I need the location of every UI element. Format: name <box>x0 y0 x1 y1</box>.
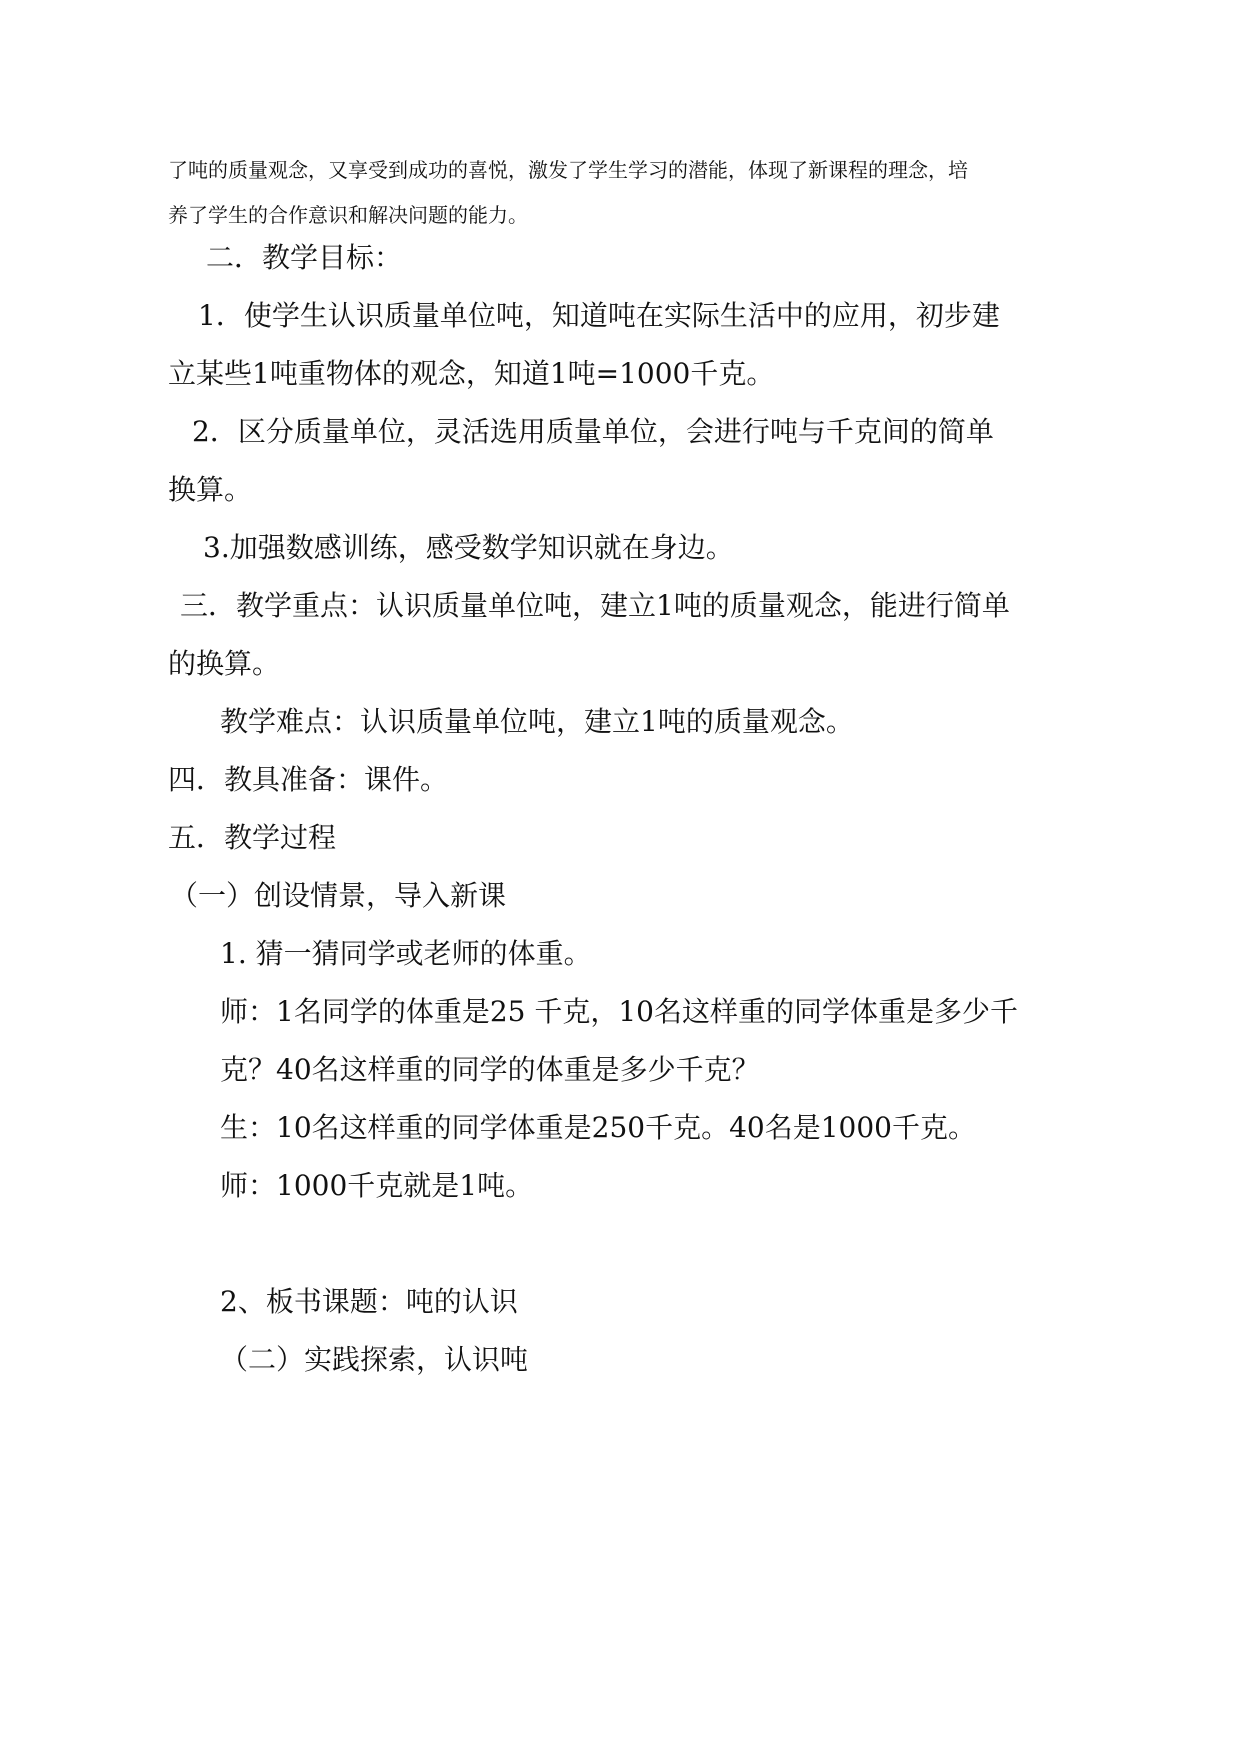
activity-2: 2、板书课题：吨的认识 <box>220 1285 518 1318</box>
teacher-conclusion: 师：1000千克就是1吨。 <box>220 1169 534 1202</box>
objective-2-line-2: 换算。 <box>168 473 253 506</box>
objective-1-line-2: 立某些1吨重物体的观念，知道1吨=1000千克。 <box>168 357 775 390</box>
teacher-question-line-2: 克？40名这样重的同学的体重是多少千克？ <box>220 1053 760 1086</box>
section-heading-process: 五．教学过程 <box>168 821 337 854</box>
section-heading-key-points-line-1: 三．教学重点：认识质量单位吨，建立1吨的质量观念，能进行简单 <box>180 589 1010 622</box>
objective-2-line-1: 2．区分质量单位，灵活选用质量单位，会进行吨与千克间的简单 <box>192 415 994 448</box>
difficult-points: 教学难点：认识质量单位吨，建立1吨的质量观念。 <box>220 705 854 738</box>
section-heading-materials: 四．教具准备：课件。 <box>168 763 449 796</box>
student-answer: 生：10名这样重的同学体重是250千克。40名是1000千克。 <box>220 1111 976 1144</box>
section-heading-objectives: 二．教学目标： <box>206 241 403 274</box>
subsection-heading-introduction: （一）创设情景，导入新课 <box>170 879 507 912</box>
intro-line-1: 了吨的质量观念，又享受到成功的喜悦，激发了学生学习的潜能，体现了新课程的理念，培 <box>168 158 968 182</box>
intro-line-2: 养了学生的合作意识和解决问题的能力。 <box>168 203 528 227</box>
teacher-question-line-1: 师：1名同学的体重是25 千克，10名这样重的同学体重是多少千 <box>220 995 1018 1028</box>
objective-1-line-1: 1．使学生认识质量单位吨，知道吨在实际生活中的应用，初步建 <box>198 299 1000 332</box>
section-heading-key-points-line-2: 的换算。 <box>168 647 281 680</box>
objective-3: 3.加强数感训练，感受数学知识就在身边。 <box>203 531 734 564</box>
activity-1: 1. 猜一猜同学或老师的体重。 <box>220 937 592 970</box>
subsection-heading-practice: （二）实践探索，认识吨 <box>220 1343 529 1376</box>
